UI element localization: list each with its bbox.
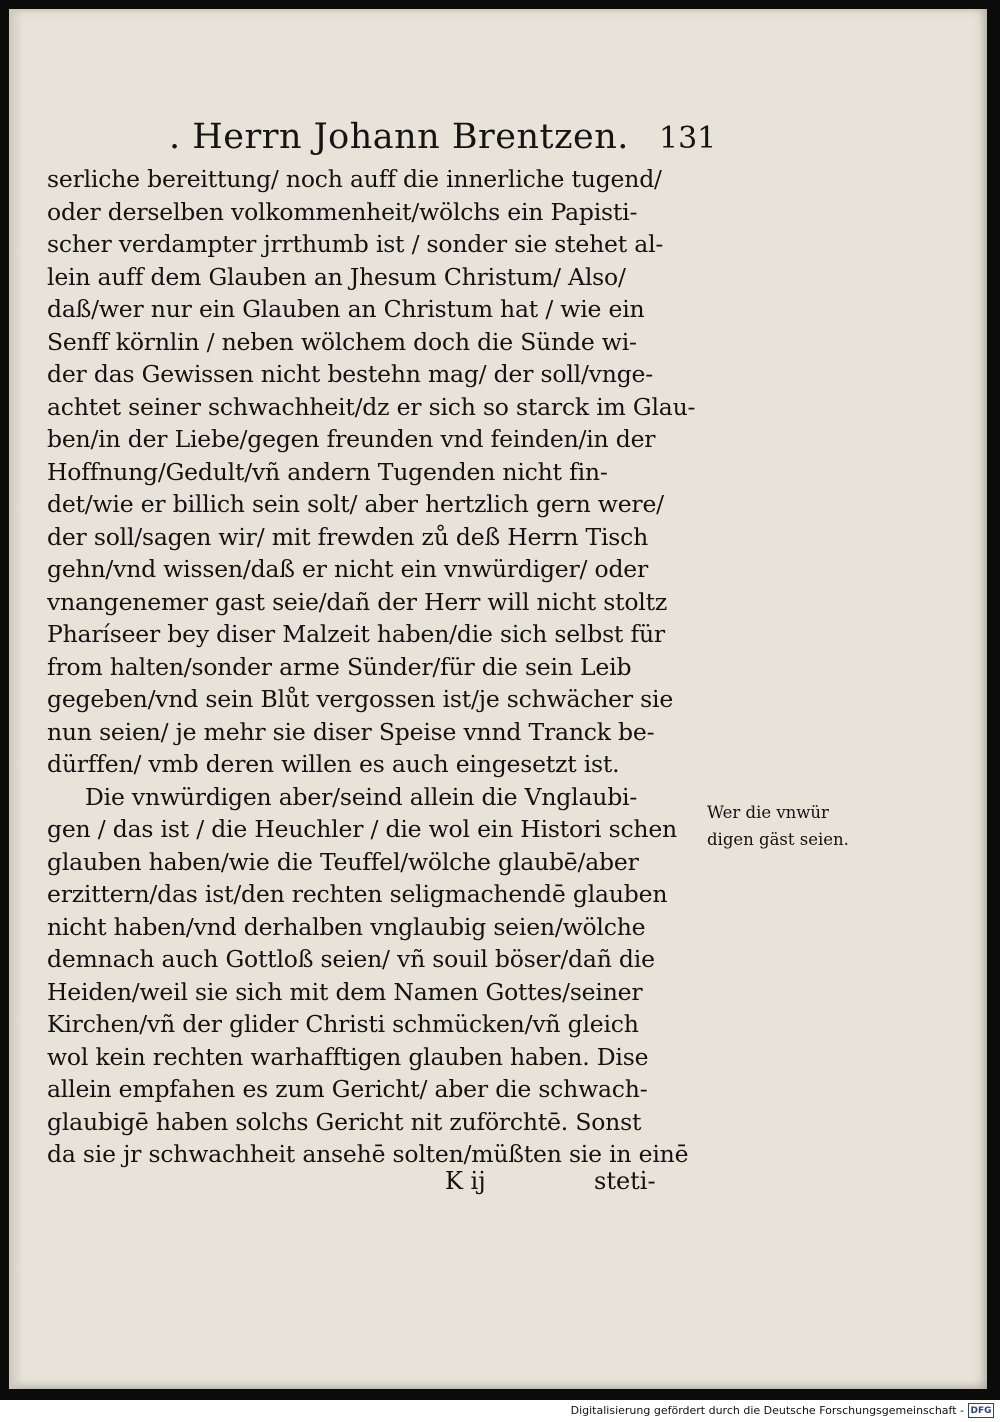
- page-number: 131: [659, 121, 717, 156]
- text-line: daß/wer nur ein Glauben an Christum hat / wie ein: [47, 295, 645, 323]
- text-line: dürffen/ vmb deren willen es auch eingesetzt ist.: [47, 750, 620, 778]
- catchline: [9, 1167, 669, 1199]
- dfg-logo-icon: DFG: [968, 1403, 994, 1418]
- text-line: nun seien/ je mehr sie diser Speise vnnd Tranck be-: [47, 717, 655, 746]
- running-head: . Herrn Johann Brentzen.: [169, 117, 629, 157]
- marginal-note: [707, 799, 877, 853]
- text-line: serliche bereittung/ noch auff die innerliche tugend/: [47, 165, 662, 193]
- footer-bar: [0, 1400, 1000, 1422]
- text-line: gen / das ist / die Heuchler / die wol ein Histori schen: [47, 815, 677, 843]
- text-line: glaubigē haben solchs Gericht nit zuförchtē. Sonst: [47, 1107, 642, 1136]
- signature-mark: K ij: [445, 1167, 486, 1195]
- text-line: allein empfahen es zum Gericht/ aber die schwach-: [47, 1075, 648, 1103]
- book-page: [9, 9, 987, 1389]
- text-line: from halten/sonder arme Sünder/für die sein Leib: [47, 652, 632, 681]
- text-line: vnangenemer gast seie/dañ der Herr will nicht stoltz: [47, 587, 668, 616]
- text-line: der soll/sagen wir/ mit frewden zů deß Herrn Tisch: [47, 522, 649, 551]
- text-line: demnach auch Gottloß seien/ vñ souil böser/dañ die: [47, 945, 655, 973]
- text-line: erzittern/das ist/den rechten seligmachendē glauben: [47, 880, 668, 908]
- text-line: Kirchen/vñ der glider Christi schmücken/vñ gleich: [47, 1010, 639, 1038]
- text-line: Heiden/weil sie sich mit dem Namen Gottes/seiner: [47, 977, 643, 1006]
- text-line: achtet seiner schwachheit/dz er sich so starck im Glau-: [47, 392, 696, 421]
- text-line: nicht haben/vnd derhalben vnglaubig seien/wölche: [47, 912, 646, 941]
- text-line: wol kein rechten warhafftigen glauben haben. Dise: [47, 1042, 649, 1071]
- text-line: Senff körnlin / neben wölchem doch die Sünde wi-: [47, 327, 637, 356]
- text-line: gehn/vnd wissen/daß er nicht ein vnwürdiger/ oder: [47, 555, 649, 583]
- text-line: gegeben/vnd sein Blůt vergossen ist/je schwächer sie: [47, 685, 674, 713]
- text-line: Pharíseer bey diser Malzeit haben/die sich selbst für: [47, 620, 665, 648]
- text-line: der das Gewissen nicht bestehn mag/ der soll/vnge-: [47, 360, 653, 388]
- marginal-note-line: digen gäst seien.: [707, 830, 849, 849]
- text-line: oder derselben volkommenheit/wölchs ein Papisti-: [47, 197, 638, 226]
- text-line: glauben haben/wie die Teuffel/wölche glaubē/aber: [47, 847, 639, 876]
- catchword: steti-: [594, 1167, 656, 1195]
- marginal-note-line: Wer die vnwür: [707, 803, 829, 822]
- text-line: da sie jr schwachheit ansehē solten/müßten sie in einē: [47, 1140, 689, 1168]
- text-line: scher verdampter jrrthumb ist / sonder sie stehet al-: [47, 230, 664, 258]
- text-line: Hoffnung/Gedult/vñ andern Tugenden nicht fin-: [47, 457, 608, 486]
- text-line: ben/in der Liebe/gegen freunden vnd feinden/in der: [47, 425, 656, 453]
- funding-credit: Digitalisierung gefördert durch die Deutsche Forschungsgemeinschaft -: [570, 1404, 964, 1417]
- body-text: [47, 163, 697, 1171]
- text-line: lein auff dem Glauben an Jhesum Christum/ Also/: [47, 262, 626, 291]
- paragraph-start-line: Die vnwürdigen aber/seind allein die Vnglaubi-: [85, 782, 638, 811]
- text-line: det/wie er billich sein solt/ aber hertzlich gern were/: [47, 490, 664, 518]
